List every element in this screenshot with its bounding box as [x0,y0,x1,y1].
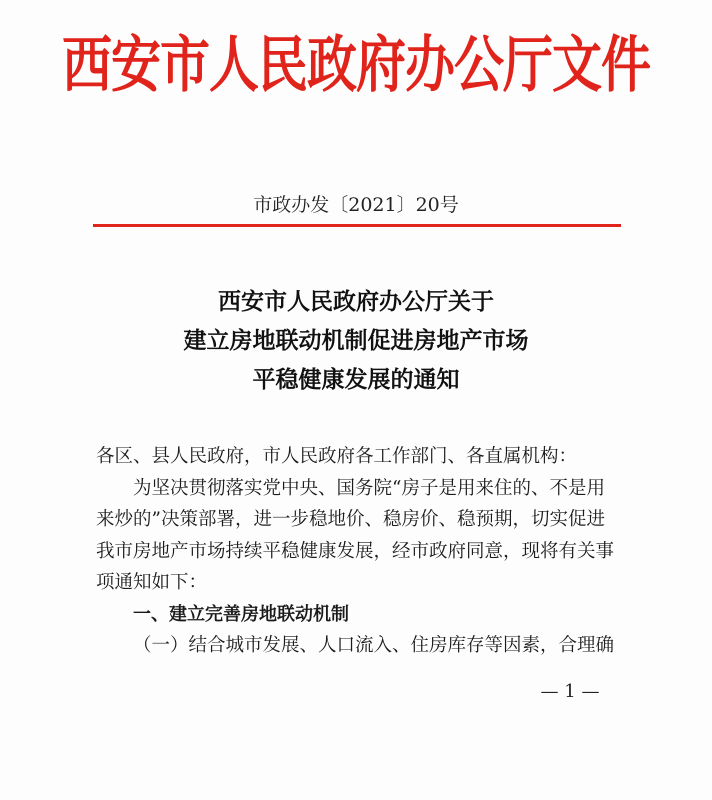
paragraph-line-1: 为坚决贯彻落实党中央、国务院“房子是用来住的、不是用 [133,477,605,499]
paragraph-line-4: 项通知如下： [96,572,208,593]
document-number: 市政办发〔2021〕20号 [253,194,459,216]
notice-title [0,282,712,399]
notice-title-line-2: 建立房地联动机制促进房地产市场 [183,327,529,354]
subsection-line: （一）结合城市发展、人口流入、住房库存等因素，合理确 [133,635,615,656]
masthead-title: 西安市人民政府办公厅文件 [62,28,650,101]
page-number: — 1 — [540,681,600,702]
red-separator-line [93,224,621,227]
notice-title-line-3: 平稳健康发展的通知 [252,366,460,393]
paragraph-line-3: 我市房地产市场持续平稳健康发展，经市政府同意，现将有关事 [96,540,615,562]
document-body [96,441,624,662]
paragraph-line-2: 来炒的”决策部署，进一步稳地价、稳房价、稳预期，切实促进 [96,509,605,530]
notice-title-line-1: 西安市人民政府办公厅关于 [218,288,494,315]
salutation: 各区、县人民政府，市人民政府各工作部门、各直属机构： [96,446,578,467]
section-heading: 一、建立完善房地联动机制 [133,603,349,625]
